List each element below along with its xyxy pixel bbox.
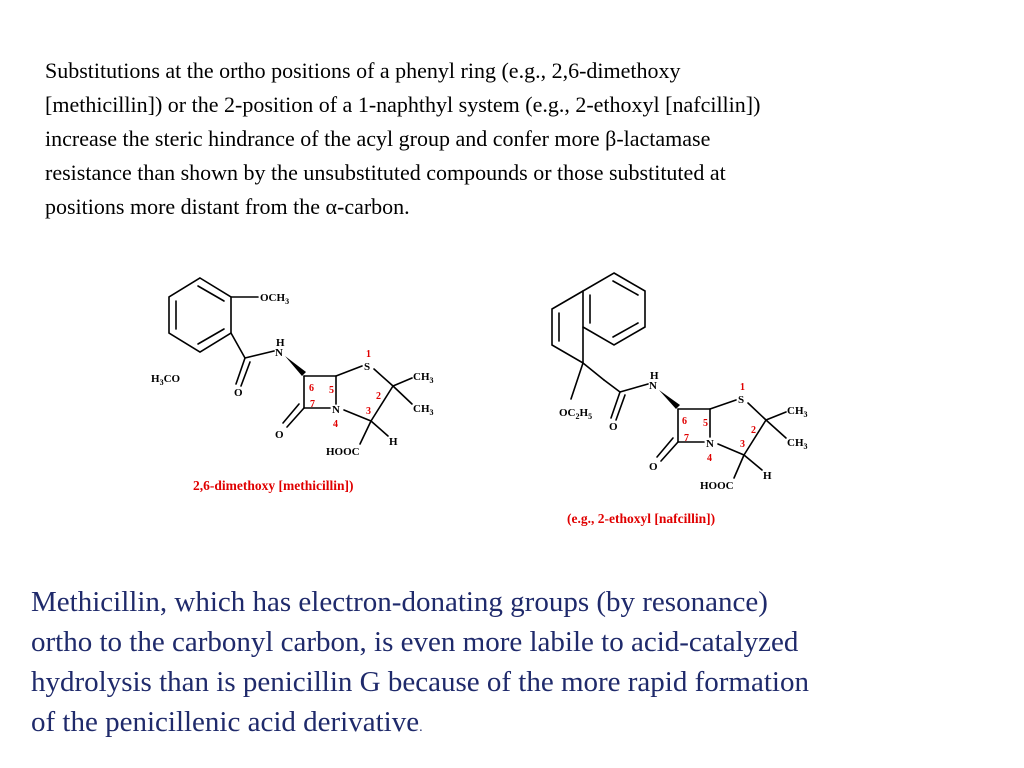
label-h: H (763, 470, 772, 482)
thiazolidine-bond (374, 369, 393, 386)
label-n: N (649, 380, 657, 392)
position-number: 4 (707, 453, 712, 464)
summary-line: hydrolysis than is penicillin G because of the more rapid formation (31, 666, 809, 698)
ring-carbonyl-bond (583, 363, 604, 380)
label-h: H (389, 436, 398, 448)
methicillin-caption: 2,6-dimethoxy [methicillin]) (193, 478, 354, 493)
thiazolidine-bond (371, 386, 393, 421)
label-ch3-top: $CH_3$ (413, 371, 434, 385)
wedge-bond (659, 390, 680, 409)
summary-paragraph (31, 582, 1011, 748)
label-h: H (276, 337, 285, 349)
lactam-carbonyl (657, 438, 673, 457)
position-number: 4 (333, 419, 338, 430)
position-number: 1 (740, 382, 745, 393)
label-h3co: $H_3CO$ (151, 373, 181, 387)
position-number: 2 (751, 425, 756, 436)
label-ch3-top: $CH_3$ (787, 405, 808, 419)
intro-line: Substitutions at the ortho positions of a phenyl ring (e.g., 2,6-dimethoxy (45, 58, 681, 83)
label-n: N (332, 404, 340, 416)
ring-double-bond (613, 281, 638, 295)
label-ch3-bottom: $CH_3$ (413, 403, 434, 417)
lactam-carbonyl (661, 442, 678, 461)
intro-line: positions more distant from the α-carbon. (45, 194, 410, 219)
label-o: O (234, 387, 243, 399)
label-och3: $OCH_3$ (260, 292, 290, 306)
lactam-carbonyl (283, 404, 299, 423)
position-number: 1 (366, 349, 371, 360)
methyl-bond (766, 412, 786, 420)
thiazolidine-bond (710, 400, 736, 409)
nafcillin-caption: (e.g., 2-ethoxyl [nafcillin]) (567, 511, 716, 526)
ring-double-bond (613, 323, 638, 337)
h-bond (371, 421, 388, 436)
methyl-bond (766, 420, 786, 438)
position-number: 6 (682, 416, 687, 427)
lactam-carbonyl (287, 408, 304, 427)
ring-carbonyl-bond (231, 333, 245, 358)
intro-line: [methicillin]) or the 2-position of a 1-naphthyl system (e.g., 2-ethoxyl [nafcillin]) (45, 92, 761, 117)
wedge-bond (285, 356, 306, 376)
label-o: O (609, 421, 618, 433)
benzene-ring (169, 278, 231, 352)
label-s: S (364, 361, 371, 373)
label-s: S (738, 394, 745, 406)
label-oc2h5: $OC_2H_5$ (559, 407, 593, 421)
position-number: 5 (329, 385, 334, 396)
label-o: O (275, 429, 284, 441)
ethoxy-bond (571, 363, 583, 399)
nafcillin-structure (552, 273, 808, 526)
position-number: 7 (310, 399, 315, 410)
thiazolidine-bond (748, 403, 766, 420)
methyl-bond (393, 386, 412, 404)
ring-double-bond (198, 286, 224, 301)
summary-line: ortho to the carbonyl carbon, is even more labile to acid-catalyzed (31, 626, 799, 658)
methyl-bond (393, 378, 412, 386)
label-o: O (649, 461, 658, 473)
label-n: N (275, 347, 283, 359)
cooh-bond (734, 455, 744, 478)
amide-bond (620, 384, 648, 392)
carbonyl-link (604, 380, 620, 392)
label-hooc: HOOC (326, 446, 360, 458)
label-ch3-bottom: $CH_3$ (787, 437, 808, 451)
position-number: 7 (684, 433, 689, 444)
summary-period: . (419, 720, 423, 735)
naphthalene-ring (552, 291, 583, 363)
methicillin-structure (151, 278, 434, 493)
naphthalene-ring (583, 273, 645, 345)
thiazolidine-bond (336, 366, 362, 376)
summary-line (31, 702, 1011, 748)
position-number: 3 (366, 406, 371, 417)
intro-line: increase the steric hindrance of the acyl group and confer more β-lactamase (45, 126, 711, 151)
label-n: N (706, 438, 714, 450)
label-h: H (650, 370, 659, 382)
cooh-bond (360, 421, 371, 444)
summary-line: Methicillin, which has electron-donating groups (by resonance) (31, 586, 768, 618)
intro-line: resistance than shown by the unsubstituted compounds or those substituted at (45, 160, 726, 185)
position-number: 3 (740, 439, 745, 450)
ring-double-bond (198, 329, 224, 344)
summary-last-text: of the penicillenic acid derivative (31, 706, 420, 738)
position-number: 5 (703, 418, 708, 429)
amide-bond (245, 351, 274, 358)
label-hooc: HOOC (700, 480, 734, 492)
position-number: 6 (309, 383, 314, 394)
position-number: 2 (376, 391, 381, 402)
h-bond (744, 455, 762, 470)
